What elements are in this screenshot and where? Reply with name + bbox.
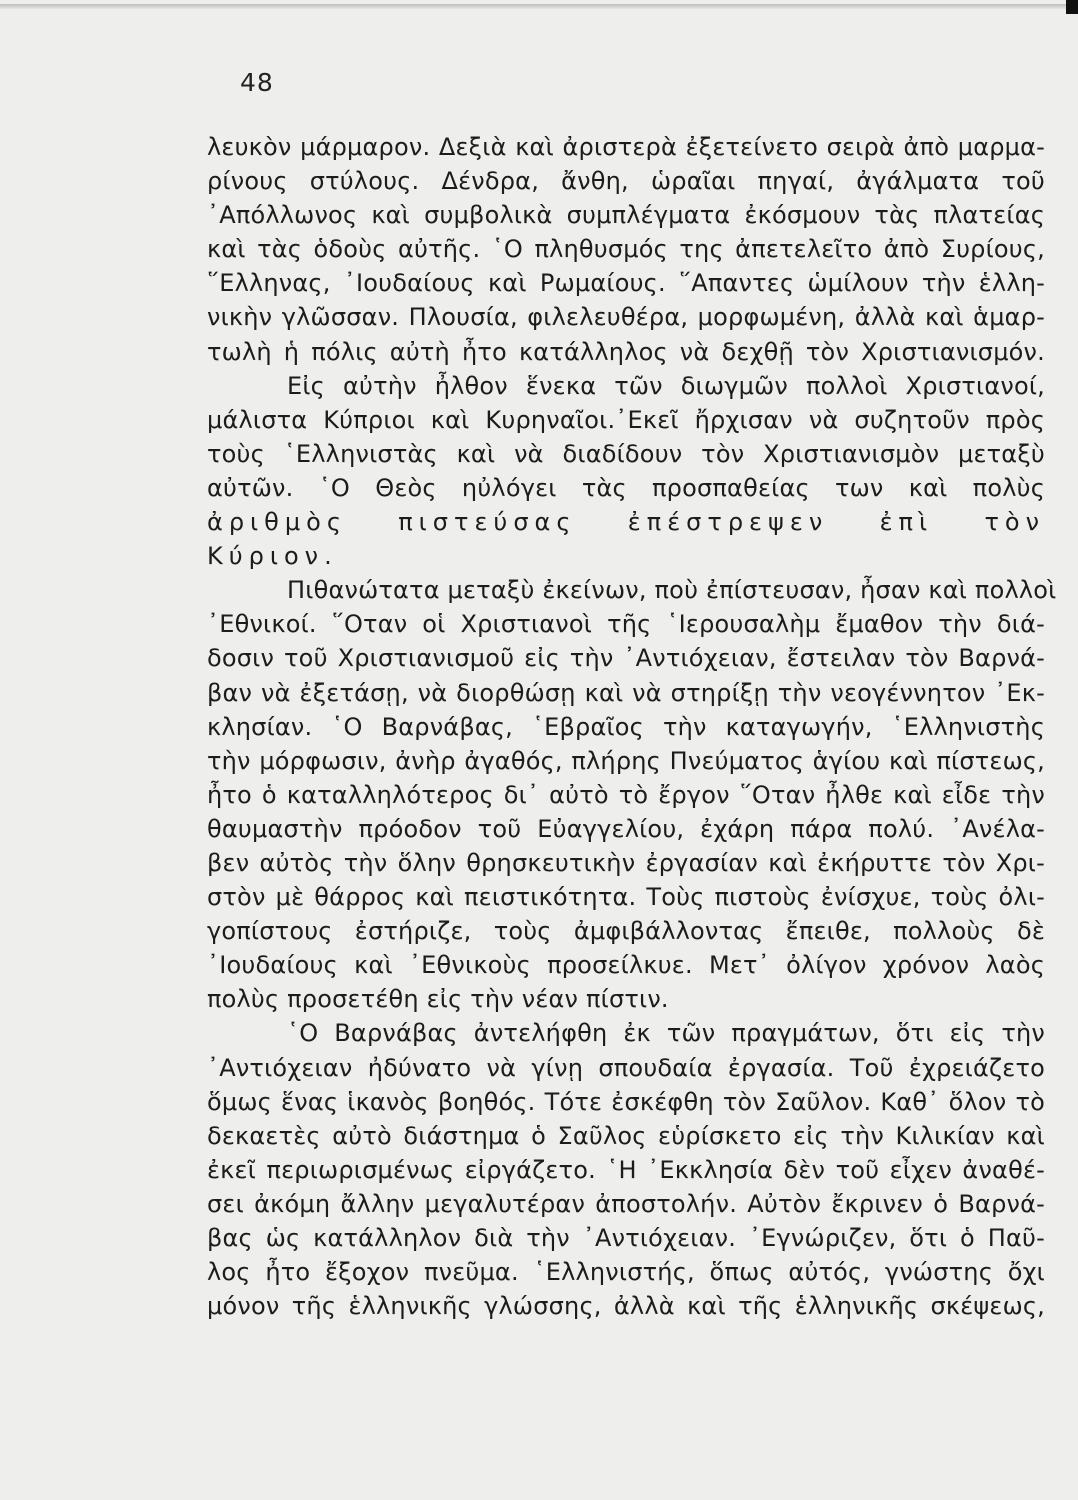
text-line: γοπίστους ἐστήριζε, τοὺς ἀμφιβάλλοντας ἔπειθε, πολλοὺς δὲ xyxy=(207,917,1045,946)
text-line: τοὺς ῾Ελληνιστὰς καὶ νὰ διαδίδουν τὸν Χριστιανισμὸν μεταξὺ xyxy=(207,439,1045,468)
text-line: ᾿Εθνικοί. ῞Οταν οἱ Χριστιανοὶ τῆς ῾Ιερουσαλὴμ ἔμαθον τὴν διά- xyxy=(207,610,1045,639)
text-line: αὐτῶν. ῾Ο Θεὸς ηὐλόγει τὰς προσπαθείας των καὶ πολὺς xyxy=(207,473,1045,502)
text-line: ῾Ο Βαρνάβας ἀντελήφθη ἐκ τῶν πραγμάτων, ὅτι εἰς τὴν xyxy=(287,1019,1045,1048)
text-line: στὸν μὲ θάρρος καὶ πειστικότητα. Τοὺς πιστοὺς ἐνίσχυε, τοὺς ὀλι- xyxy=(207,883,1045,912)
text-line: βας ὡς κατάλληλον διὰ τὴν ᾿Αντιόχειαν. ᾿Εγνώριζεν, ὅτι ὁ Παῦ- xyxy=(207,1224,1045,1252)
text-line: πολὺς προσετέθη εἰς τὴν νέαν πίστιν. xyxy=(207,985,669,1014)
text-line: λευκὸν μάρμαρον. Δεξιὰ καὶ ἀριστερὰ ἐξετείνετο σειρὰ ἀπὸ μαρμα- xyxy=(207,133,1045,161)
text-line: δεκαετὲς αὐτὸ διάστημα ὁ Σαῦλος εὑρίσκετο εἰς τὴν Κιλικίαν καὶ xyxy=(207,1121,1045,1150)
text-line: μόνον τῆς ἑλληνικῆς γλώσσης, ἀλλὰ καὶ τῆς ἑλληνικῆς σκέψεως, xyxy=(207,1292,1045,1321)
text-line: ᾿Αντιόχειαν ἠδύνατο νὰ γίνῃ σπουδαία ἐργασία. Τοῦ ἐχρειάζετο xyxy=(207,1053,1045,1082)
page-top-edge xyxy=(0,4,1078,9)
text-line: βεν αὐτὸς τὴν ὅλην θρησκευτικὴν ἐργασίαν καὶ ἐκήρυττε τὸν Χρι- xyxy=(207,848,1045,877)
text-line: καὶ τὰς ὁδοὺς αὐτῆς. ῾Ο πληθυσμός της ἀπετελεῖτο ἀπὸ Συρίους, xyxy=(207,235,1045,264)
text-line: ἀριθμὸς πιστεύσας ἐπέστρεψεν ἐπὶ τὸν xyxy=(207,508,1045,537)
text-line: τὴν μόρφωσιν, ἀνὴρ ἀγαθός, πλήρης Πνεύματος ἁγίου καὶ πίστεως, xyxy=(207,746,1045,775)
text-line: βαν νὰ ἐξετάσῃ, νὰ διορθώσῃ καὶ νὰ στηρίξῃ τὴν νεογέννητον ᾿Εκ- xyxy=(207,678,1045,707)
text-line: θαυμαστὴν πρόοδον τοῦ Εὐαγγελίου, ἐχάρη πάρα πολύ. ᾿Ανέλα- xyxy=(207,814,1045,843)
text-line: δοσιν τοῦ Χριστιανισμοῦ εἰς τὴν ᾿Αντιόχειαν, ἔστειλαν τὸν Βαρνά- xyxy=(207,644,1045,673)
text-line: ρίνους στύλους. Δένδρα, ἄνθη, ὡραῖαι πηγαί, ἀγάλματα τοῦ xyxy=(207,167,1045,196)
text-line: ᾿Απόλλωνος καὶ συμβολικὰ συμπλέγματα ἐκόσμουν τὰς πλατείας xyxy=(207,201,1045,230)
text-line: σει ἀκόμη ἄλλην μεγαλυτέραν ἀποστολήν. Αὐτὸν ἔκρινεν ὁ Βαρνά- xyxy=(207,1189,1045,1218)
text-line: λος ἦτο ἔξοχον πνεῦμα. ῾Ελληνιστής, ὅπως αὐτός, γνώστης ὄχι xyxy=(207,1258,1045,1287)
scan-corner-mark xyxy=(1066,0,1078,14)
text-line: ὅμως ἕνας ἱκανὸς βοηθός. Τότε ἐσκέφθη τὸν Σαῦλον. Καθ᾿ ὅλον τὸ xyxy=(207,1087,1045,1116)
text-line: Πιθανώτατα μεταξὺ ἐκείνων, ποὺ ἐπίστευσαν, ἦσαν καὶ πολλοὶ xyxy=(287,576,1057,605)
text-line: ᾿Ιουδαίους καὶ ᾿Εθνικοὺς προσείλκυε. Μετ᾿ ὀλίγον χρόνον λαὸς xyxy=(207,951,1045,980)
text-line: κλησίαν. ῾Ο Βαρνάβας, ῾Εβραῖος τὴν καταγωγήν, ῾Ελληνιστὴς xyxy=(207,712,1045,741)
text-line: τωλὴ ἡ πόλις αὐτὴ ἦτο κατάλληλος νὰ δεχθῇ τὸν Χριστιανισμόν. xyxy=(207,337,1045,366)
text-line: Εἰς αὐτὴν ἦλθον ἕνεκα τῶν διωγμῶν πολλοὶ Χριστιανοί, xyxy=(287,371,1045,400)
text-line: Κύριον. xyxy=(207,542,338,571)
body-text xyxy=(207,130,1057,1323)
text-line: ἐκεῖ περιωρισμένως εἰργάζετο. ῾Η ᾿Εκκλησία δὲν τοῦ εἶχεν ἀναθέ- xyxy=(207,1155,1045,1184)
text-line: ἦτο ὁ καταλληλότερος δι᾿ αὐτὸ τὸ ἔργον ῞Οταν ἦλθε καὶ εἶδε τὴν xyxy=(207,780,1045,809)
text-line: νικὴν γλῶσσαν. Πλουσία, φιλελευθέρα, μορφωμένη, ἀλλὰ καὶ ἁμαρ- xyxy=(207,303,1045,332)
page-number: 48 xyxy=(240,68,274,97)
text-line: ῞Ελληνας, ᾿Ιουδαίους καὶ Ρωμαίους. ῞Απαντες ὡμίλουν τὴν ἑλλη- xyxy=(207,269,1045,298)
text-line: μάλιστα Κύπριοι καὶ Κυρηναῖοι.᾿Εκεῖ ἤρχισαν νὰ συζητοῦν πρὸς xyxy=(207,405,1045,434)
